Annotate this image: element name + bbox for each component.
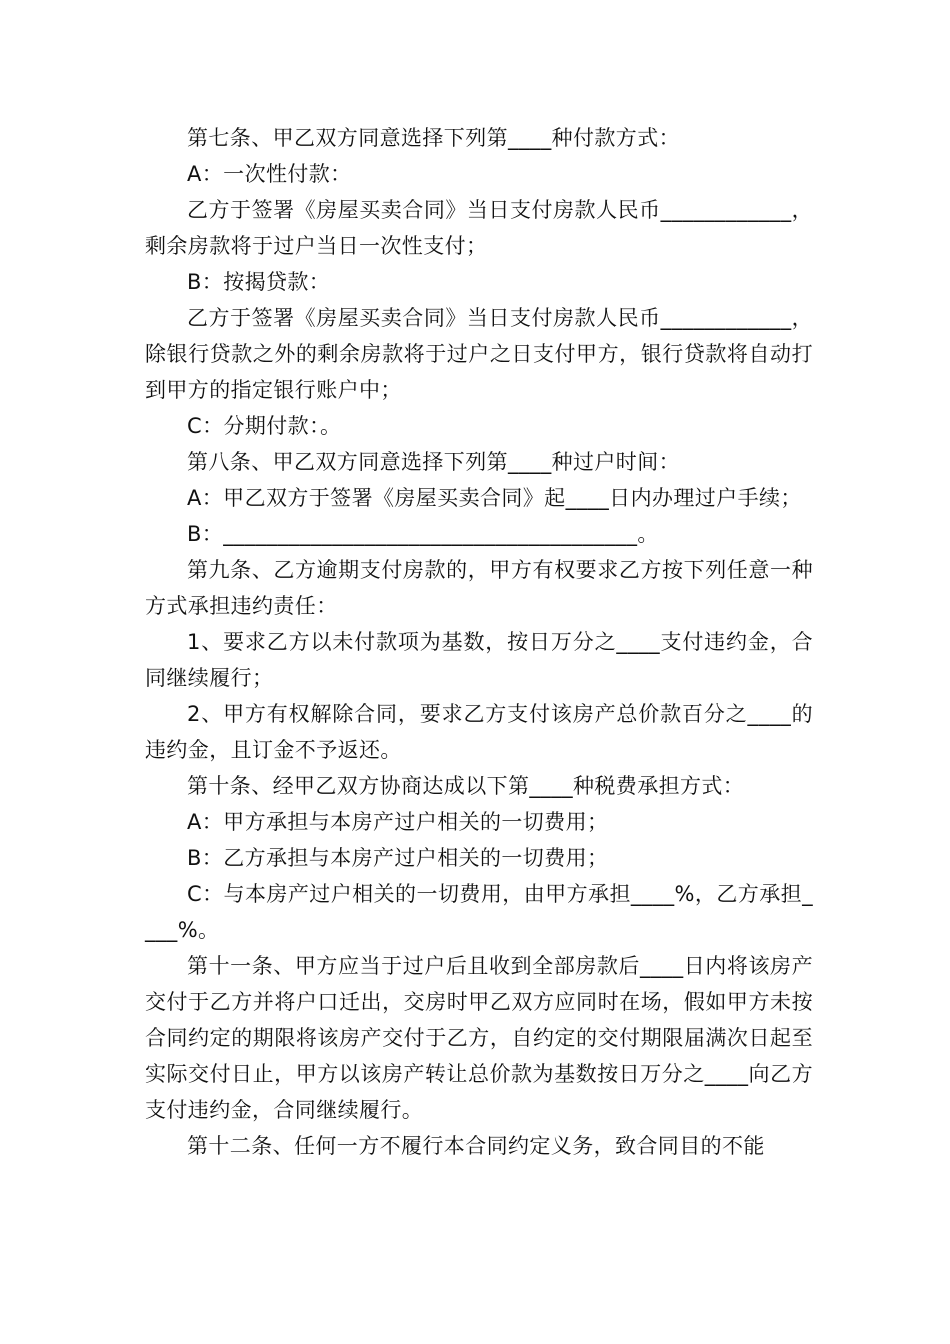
clause-9-item-2: 2、甲方有权解除合同，要求乙方支付该房产总价款百分之____的违约金，且订金不予返还。 [145,702,813,762]
clause-7-heading: 第七条、甲乙双方同意选择下列第____种付款方式： [187,126,680,150]
clause-7-option-a: A：一次性付款： [187,162,352,186]
clause-10-option-c: C：与本房产过户相关的一切费用，由甲方承担____%，乙方承担____%。 [145,882,813,942]
contract-body [145,120,813,1164]
clause-8-option-b: B：______________________________________。 [187,522,659,546]
clause-12: 第十二条、任何一方不履行本合同约定义务，致合同目的不能 [187,1134,765,1158]
clause-11: 第十一条、甲方应当于过户后且收到全部房款后____日内将该房产交付于乙方并将户口迁出，交房时甲乙双方应同时在场，假如甲方未按合同约定的期限将该房产交付于乙方，自约定的交付期限届满次日起至实际交付日止，甲方以该房产转让总价款为基数按日万分之____向乙方支付违约金，合同继续履行。 [145,954,813,1122]
clause-7-option-c: C：分期付款：。 [187,414,342,438]
clause-10-option-b: B：乙方承担与本房产过户相关的一切费用； [187,846,609,870]
clause-10-option-a: A：甲方承担与本房产过户相关的一切费用； [187,810,609,834]
clause-7-option-b: B：按揭贷款： [187,270,331,294]
clause-7-option-b-detail: 乙方于签署《房屋买卖合同》当日支付房款人民币____________，除银行贷款之外的剩余房款将于过户之日支付甲方，银行贷款将自动打到甲方的指定银行账户中； [145,306,813,402]
clause-9-item-1: 1、要求乙方以未付款项为基数，按日万分之____支付违约金，合同继续履行； [145,630,813,690]
clause-7-option-a-detail: 乙方于签署《房屋买卖合同》当日支付房款人民币____________，剩余房款将于过户当日一次性支付； [145,198,813,258]
clause-9-heading: 第九条、乙方逾期支付房款的，甲方有权要求乙方按下列任意一种方式承担违约责任： [145,558,813,618]
clause-8-heading: 第八条、甲乙双方同意选择下列第____种过户时间： [187,450,680,474]
clause-8-option-a: A：甲乙双方于签署《房屋买卖合同》起____日内办理过户手续； [187,486,802,510]
clause-10-heading: 第十条、经甲乙双方协商达成以下第____种税费承担方式： [187,774,745,798]
